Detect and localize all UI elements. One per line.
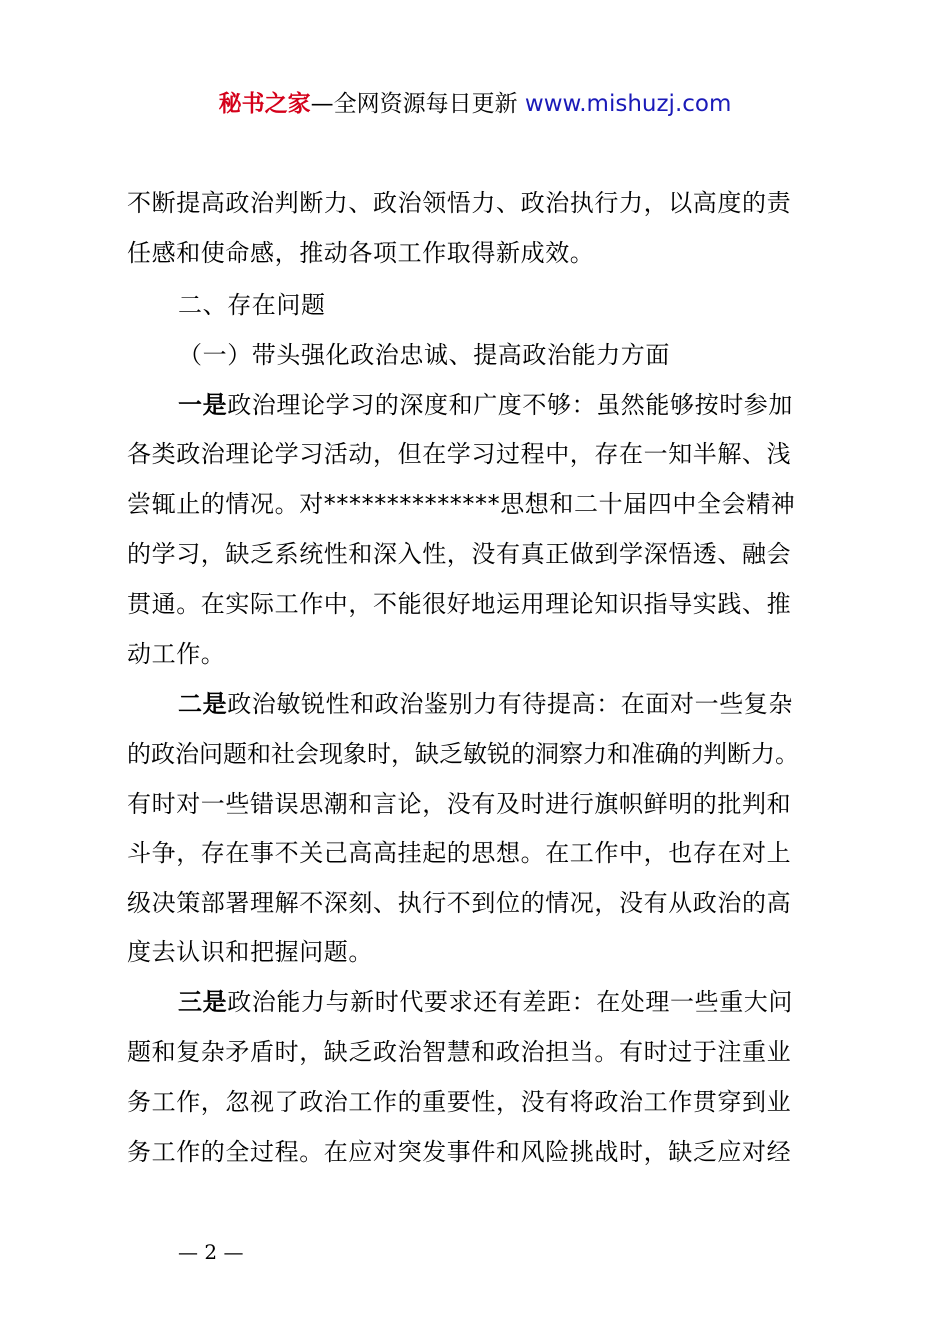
body-line: 务工作的全过程。在应对突发事件和风险挑战时，缺乏应对经	[127, 1138, 792, 1166]
page-number: — 2 —	[178, 1240, 244, 1264]
paragraph-1-lead: 一是	[178, 391, 228, 419]
subsection-title: （一）带头强化政治忠诚、提高政治能力方面	[178, 341, 670, 369]
paragraph-3-first-line	[178, 985, 793, 1019]
body-line: 度去认识和把握问题。	[127, 938, 373, 966]
body-line: 的政治问题和社会现象时，缺乏敏锐的洞察力和准确的判断力。	[127, 740, 799, 768]
paragraph-2-lead: 二是	[178, 690, 228, 718]
body-line: 不断提高政治判断力、政治领悟力、政治执行力，以高度的责	[127, 189, 792, 217]
paragraph-3-text: 政治能力与新时代要求还有差距：在处理一些重大问	[227, 988, 794, 1016]
body-line: 斗争，存在事不关己高高挂起的思想。在工作中，也存在对上	[127, 839, 792, 867]
body-line: 有时对一些错误思潮和言论，没有及时进行旗帜鲜明的批判和	[127, 790, 792, 818]
body-line: 务工作，忽视了政治工作的重要性，没有将政治工作贯穿到业	[127, 1088, 792, 1116]
body-line: 动工作。	[127, 640, 226, 668]
paragraph-1-first-line	[178, 388, 793, 422]
body-line: 尝辄止的情况。对**************思想和二十届四中全会精神	[127, 490, 796, 518]
body-line: 的学习，缺乏系统性和深入性，没有真正做到学深悟透、融会	[127, 540, 792, 568]
paragraph-2-text: 政治敏锐性和政治鉴别力有待提高：在面对一些复杂	[227, 690, 794, 718]
body-line: 题和复杂矛盾时，缺乏政治智慧和政治担当。有时过于注重业	[127, 1038, 792, 1066]
body-line: 任感和使命感，推动各项工作取得新成效。	[127, 239, 595, 267]
header-url[interactable]: www.mishuzj.com	[524, 91, 732, 117]
section-title: 二、存在问题	[178, 291, 326, 319]
body-line: 级决策部署理解不深刻、执行不到位的情况，没有从政治的高	[127, 889, 792, 917]
body-line: 贯通。在实际工作中，不能很好地运用理论知识指导实践、推	[127, 590, 792, 618]
paragraph-1-text: 政治理论学习的深度和广度不够：虽然能够按时参加	[227, 391, 794, 419]
site-header	[0, 88, 950, 120]
paragraph-2-first-line	[178, 687, 793, 721]
header-tagline: —全网资源每日更新	[310, 91, 525, 117]
body-line: 各类政治理论学习活动，但在学习过程中，存在一知半解、浅	[127, 440, 792, 468]
paragraph-3-lead: 三是	[178, 988, 228, 1016]
brand-name: 秘书之家	[218, 91, 311, 117]
